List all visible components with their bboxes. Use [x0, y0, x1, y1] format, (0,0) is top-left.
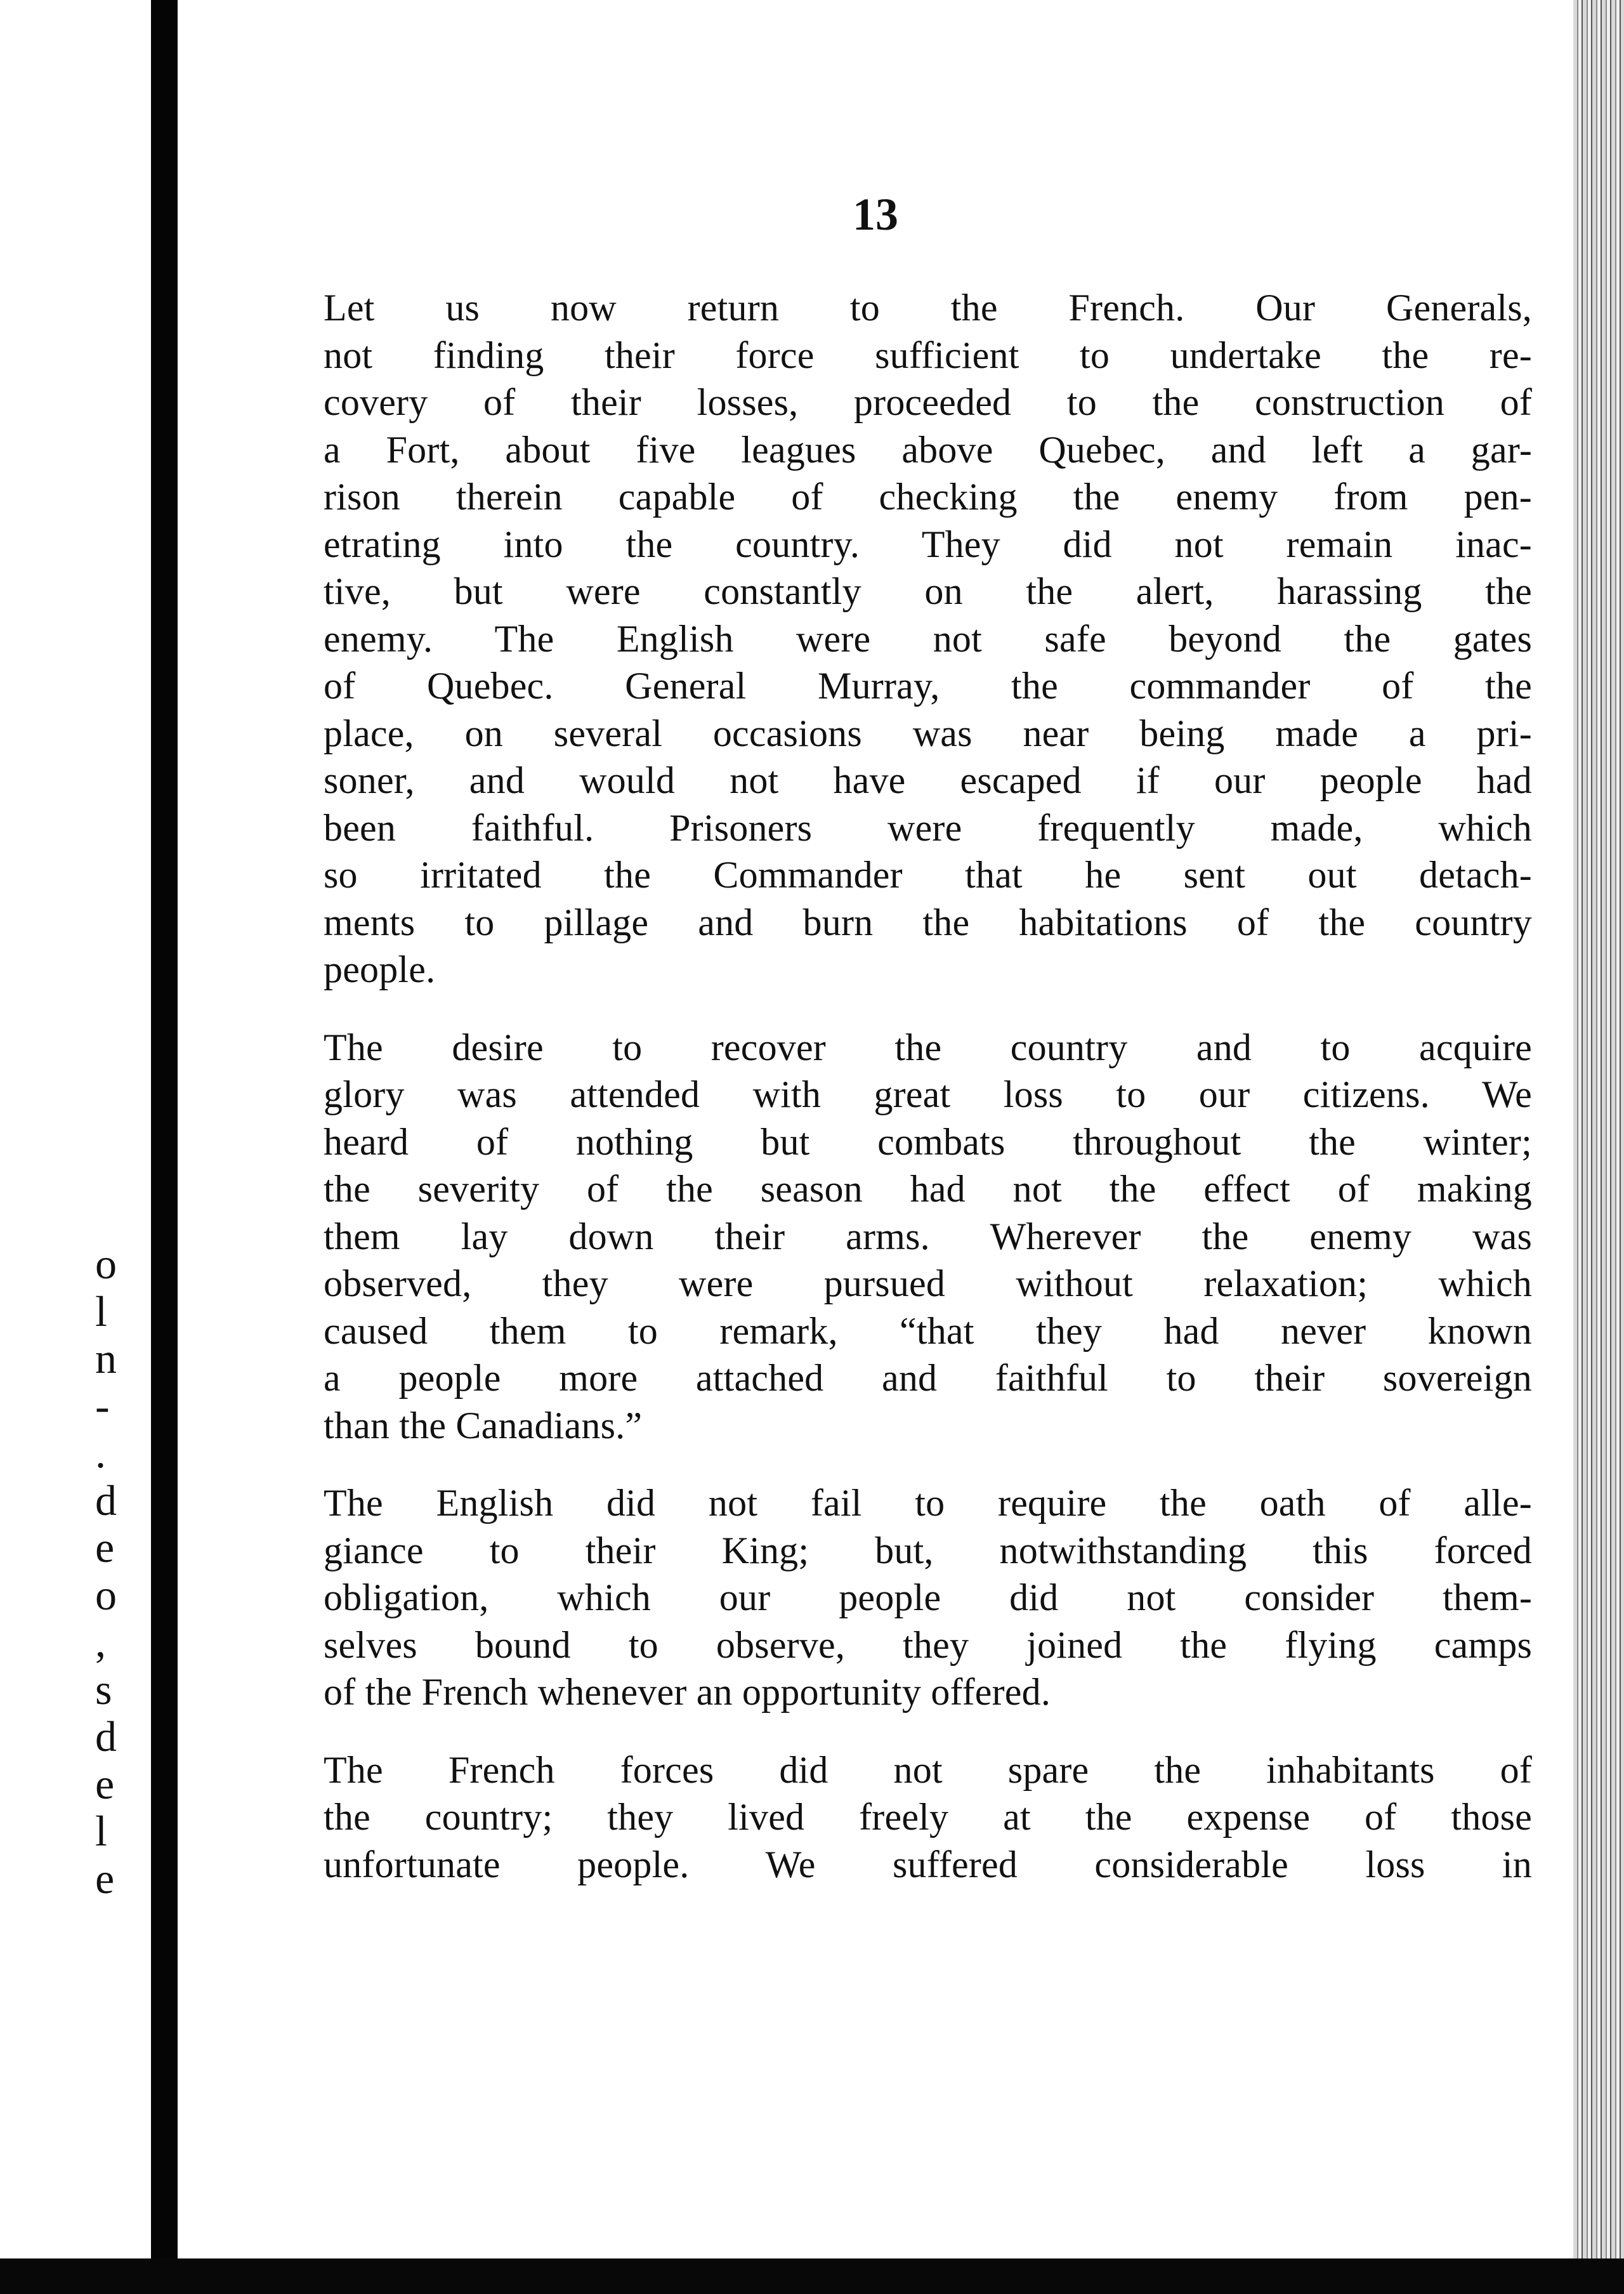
text-line: The English did not fail to require the oath of alle-	[324, 1482, 1532, 1524]
text-line: them lay down their arms. Wherever the enemy was	[324, 1215, 1532, 1257]
text-line: place, on several occasions was near being made a pri-	[324, 712, 1532, 754]
book-spine-gutter	[151, 0, 178, 2294]
text-line: unfortunate people. We suffered considerable loss in	[324, 1843, 1532, 1885]
left-fragment-char: l	[95, 1807, 107, 1855]
paragraph-3	[324, 1479, 1532, 1716]
text-line: The desire to recover the country and to acquire	[324, 1026, 1532, 1068]
text-line: a Fort, about five leagues above Quebec, and left a gar-	[324, 428, 1532, 471]
text-line: than the Canadians.”	[324, 1404, 643, 1446]
left-fragment-char: e	[95, 1854, 115, 1903]
left-fragment-char: -	[95, 1381, 110, 1430]
book-block-edge	[1573, 0, 1624, 2294]
text-line: The French forces did not spare the inhabitants of	[324, 1748, 1532, 1791]
left-fragment-char: n	[95, 1334, 117, 1382]
text-line: ments to pillage and burn the habitations of the country	[324, 901, 1532, 943]
text-line: enemy. The English were not safe beyond the gates	[324, 617, 1532, 660]
paragraph-2	[324, 1024, 1532, 1450]
text-line: the severity of the season had not the effect of making	[324, 1168, 1532, 1210]
text-line: a people more attached and faithful to their sovereign	[324, 1357, 1532, 1399]
left-fragment-char: s	[95, 1665, 112, 1714]
text-line: rison therein capable of checking the enemy from pen-	[324, 476, 1532, 518]
left-fragment-char: .	[95, 1429, 106, 1477]
left-fragment-char: e	[95, 1523, 115, 1571]
text-line: giance to their King; but, notwithstanding this forced	[324, 1529, 1532, 1571]
text-line: observed, they were pursued without relaxation; which	[324, 1262, 1532, 1304]
text-line: caused them to remark, “that they had never known	[324, 1309, 1532, 1352]
text-line: the country; they lived freely at the expense of those	[324, 1796, 1532, 1838]
text-line: not finding their force sufficient to undertake the re-	[324, 334, 1532, 376]
body-text	[324, 284, 1532, 1888]
left-fragment-char: o	[95, 1240, 117, 1288]
left-page-fragment	[0, 0, 159, 2258]
page-number: 13	[853, 189, 898, 240]
left-fragment-char: d	[95, 1712, 117, 1760]
text-line: covery of their losses, proceeded to the construction of	[324, 381, 1532, 423]
paragraph-4	[324, 1747, 1532, 1889]
left-fragment-char: o	[95, 1570, 117, 1619]
text-line: soner, and would not have escaped if our people had	[324, 759, 1532, 801]
main-page	[178, 0, 1573, 2258]
text-line: of Quebec. General Murray, the commander of the	[324, 665, 1532, 707]
text-line: people.	[324, 948, 436, 990]
left-fragment-char: d	[95, 1476, 117, 1524]
text-line: been faithful. Prisoners were frequently made, which	[324, 806, 1532, 849]
left-fragment-char: l	[95, 1287, 107, 1335]
paragraph-1	[324, 284, 1532, 993]
text-line: glory was attended with great loss to our citizens. We	[324, 1073, 1532, 1115]
text-line: of the French whenever an opportunity offered.	[324, 1671, 1051, 1713]
scan-bottom-margin	[0, 2258, 1624, 2294]
text-line: etrating into the country. They did not remain inac-	[324, 523, 1532, 565]
text-line: obligation, which our people did not consider them-	[324, 1576, 1532, 1618]
text-line: Let us now return to the French. Our Generals,	[324, 287, 1532, 329]
text-line: tive, but were constantly on the alert, harassing the	[324, 570, 1532, 612]
left-page-cropped-text	[95, 1240, 133, 1902]
text-line: so irritated the Commander that he sent out detach-	[324, 854, 1532, 896]
left-fragment-char: e	[95, 1759, 115, 1808]
text-line: selves bound to observe, they joined the flying camps	[324, 1623, 1532, 1666]
left-fragment-char: ,	[95, 1618, 106, 1666]
text-line: heard of nothing but combats throughout the winter;	[324, 1120, 1532, 1163]
